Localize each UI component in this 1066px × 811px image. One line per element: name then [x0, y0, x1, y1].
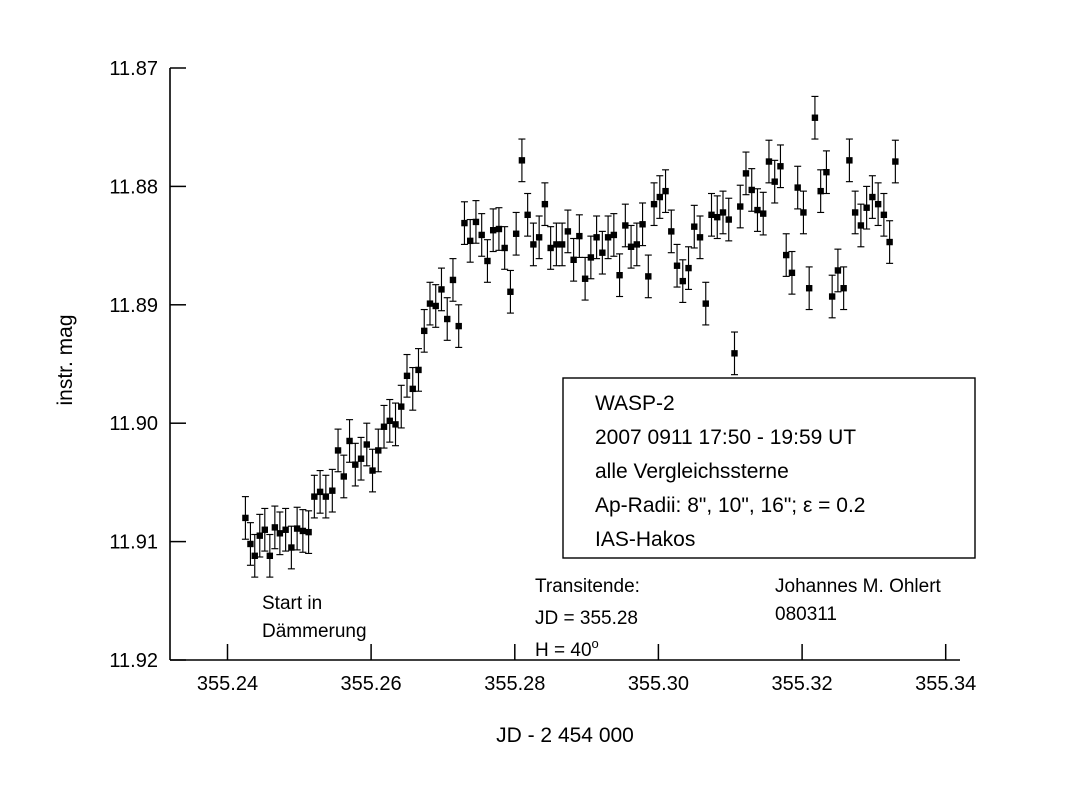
data-point: [605, 216, 612, 259]
x-axis-title: JD - 2 454 000: [496, 724, 634, 747]
data-point: [363, 423, 370, 466]
data-point: [869, 176, 876, 219]
data-point: [811, 96, 818, 139]
data-point: [754, 189, 761, 232]
data-point: [421, 310, 428, 353]
x-ticklabel-3: 355.30: [627, 673, 689, 695]
data-point: [616, 254, 623, 297]
data-point: [432, 285, 439, 328]
data-point: [536, 216, 543, 259]
data-point: [305, 511, 312, 554]
annotation-transit-end: [535, 576, 640, 661]
data-point: [282, 508, 289, 551]
data-point: [484, 240, 491, 283]
data-point: [472, 201, 479, 244]
data-point: [633, 223, 640, 266]
data-point: [794, 166, 801, 209]
data-point: [708, 194, 715, 237]
transit-line-1: Transitende:: [535, 576, 640, 597]
legend-line-4: IAS-Hakos: [595, 528, 696, 551]
data-point: [777, 145, 784, 188]
y-ticklabel-5: 11.92: [109, 650, 158, 672]
legend-box: [563, 378, 975, 558]
start-line-1: Start in: [262, 593, 323, 614]
data-point: [524, 194, 531, 237]
data-point: [426, 282, 433, 325]
data-point: [593, 216, 600, 259]
data-point: [771, 160, 778, 203]
data-point: [495, 208, 502, 251]
x-ticklabel-1: 355.26: [340, 673, 402, 695]
data-point: [449, 259, 456, 302]
y-ticklabel-3: 11.90: [109, 413, 158, 436]
data-point: [288, 526, 295, 569]
plot-axes: [170, 68, 960, 660]
transit-line-3: $H = 40^o$: [535, 636, 599, 661]
author-line-2: 080311: [775, 604, 837, 625]
data-point: [697, 216, 704, 259]
data-point: [742, 152, 749, 195]
data-point: [547, 227, 554, 270]
data-point: [438, 268, 445, 311]
annotation-start: [262, 593, 367, 642]
data-point: [530, 223, 537, 266]
data-point: [823, 151, 830, 194]
data-point: [846, 139, 853, 182]
data-point: [369, 449, 376, 492]
data-point: [564, 210, 571, 253]
data-point: [829, 275, 836, 318]
data-point: [409, 368, 416, 411]
x-ticklabel-0: 355.24: [196, 673, 259, 695]
data-point: [576, 215, 583, 258]
data-point: [691, 205, 698, 248]
data-point: [685, 247, 692, 290]
data-point: [415, 349, 422, 392]
data-point: [857, 204, 864, 247]
data-point: [507, 270, 514, 313]
data-point: [266, 535, 273, 578]
data-point: [553, 223, 560, 266]
data-point: [731, 332, 738, 375]
start-line-2: Dämmerung: [262, 621, 367, 642]
data-point: [880, 194, 887, 237]
data-point: [570, 239, 577, 282]
data-point: [702, 282, 709, 325]
data-point: [748, 169, 755, 212]
data-point: [599, 231, 606, 274]
data-point: [513, 212, 520, 255]
x-ticklabel-4: 355.32: [771, 673, 833, 695]
data-point: [628, 225, 635, 268]
data-point: [800, 191, 807, 234]
data-point: [737, 185, 744, 228]
data-point: [714, 196, 721, 239]
data-point: [299, 510, 306, 553]
data-point: [886, 221, 893, 264]
data-point: [242, 497, 249, 540]
data-point: [651, 183, 658, 226]
data-point: [392, 403, 399, 446]
data-point: [765, 140, 772, 183]
data-point: [840, 267, 847, 310]
data-point: [725, 198, 732, 241]
data-point: [668, 210, 675, 253]
data-point: [317, 471, 324, 514]
data-point: [518, 139, 525, 182]
y-axis-ticks: [109, 58, 186, 672]
annotation-author: [775, 576, 942, 625]
data-point: [346, 420, 353, 463]
x-ticklabel-2: 355.28: [484, 673, 546, 695]
data-point: [720, 191, 727, 234]
legend-line-3: Ap-Radii: 8", 10", 16"; ε = 0.2: [595, 494, 866, 517]
data-point: [404, 355, 411, 398]
data-point: [834, 249, 841, 292]
data-point: [817, 170, 824, 213]
data-point: [335, 429, 342, 472]
data-point: [783, 234, 790, 277]
data-point: [490, 209, 497, 252]
data-point: [478, 214, 485, 257]
data-point: [863, 186, 870, 229]
y-ticklabel-1: 11.88: [109, 176, 158, 199]
data-point: [322, 475, 329, 518]
y-axis-title: instr. mag: [54, 314, 77, 406]
legend-line-0: WASP-2: [595, 392, 675, 415]
data-point: [467, 220, 474, 263]
x-ticklabel-5: 355.34: [915, 673, 977, 695]
data-point: [760, 192, 767, 235]
data-point: [340, 455, 347, 498]
data-point: [645, 255, 652, 298]
legend-line-2: alle Vergleichssterne: [595, 460, 789, 483]
data-point: [559, 223, 566, 266]
data-point: [788, 252, 795, 295]
data-point: [806, 267, 813, 310]
data-point: [875, 183, 882, 226]
data-point: [501, 227, 508, 270]
data-point: [852, 191, 859, 234]
data-point: [639, 203, 646, 246]
data-point: [674, 244, 681, 287]
data-point: [329, 469, 336, 512]
author-line-1: Johannes M. Ohlert: [775, 576, 941, 597]
data-point: [294, 507, 301, 550]
data-point: [587, 236, 594, 279]
y-ticklabel-0: 11.87: [109, 58, 158, 80]
legend-line-1: 2007 0911 17:50 - 19:59 UT: [595, 426, 857, 449]
y-ticklabel-4: 11.91: [109, 531, 158, 554]
transit-line-2: JD = 355.28: [535, 608, 638, 629]
data-point: [541, 183, 548, 226]
data-point: [679, 260, 686, 303]
data-point: [455, 305, 462, 348]
data-point: [610, 214, 617, 257]
data-point: [311, 475, 318, 518]
data-point: [892, 140, 899, 183]
data-point: [375, 429, 382, 472]
data-point: [444, 298, 451, 341]
data-point: [461, 202, 468, 245]
data-point: [398, 385, 405, 428]
y-ticklabel-2: 11.89: [109, 294, 158, 317]
